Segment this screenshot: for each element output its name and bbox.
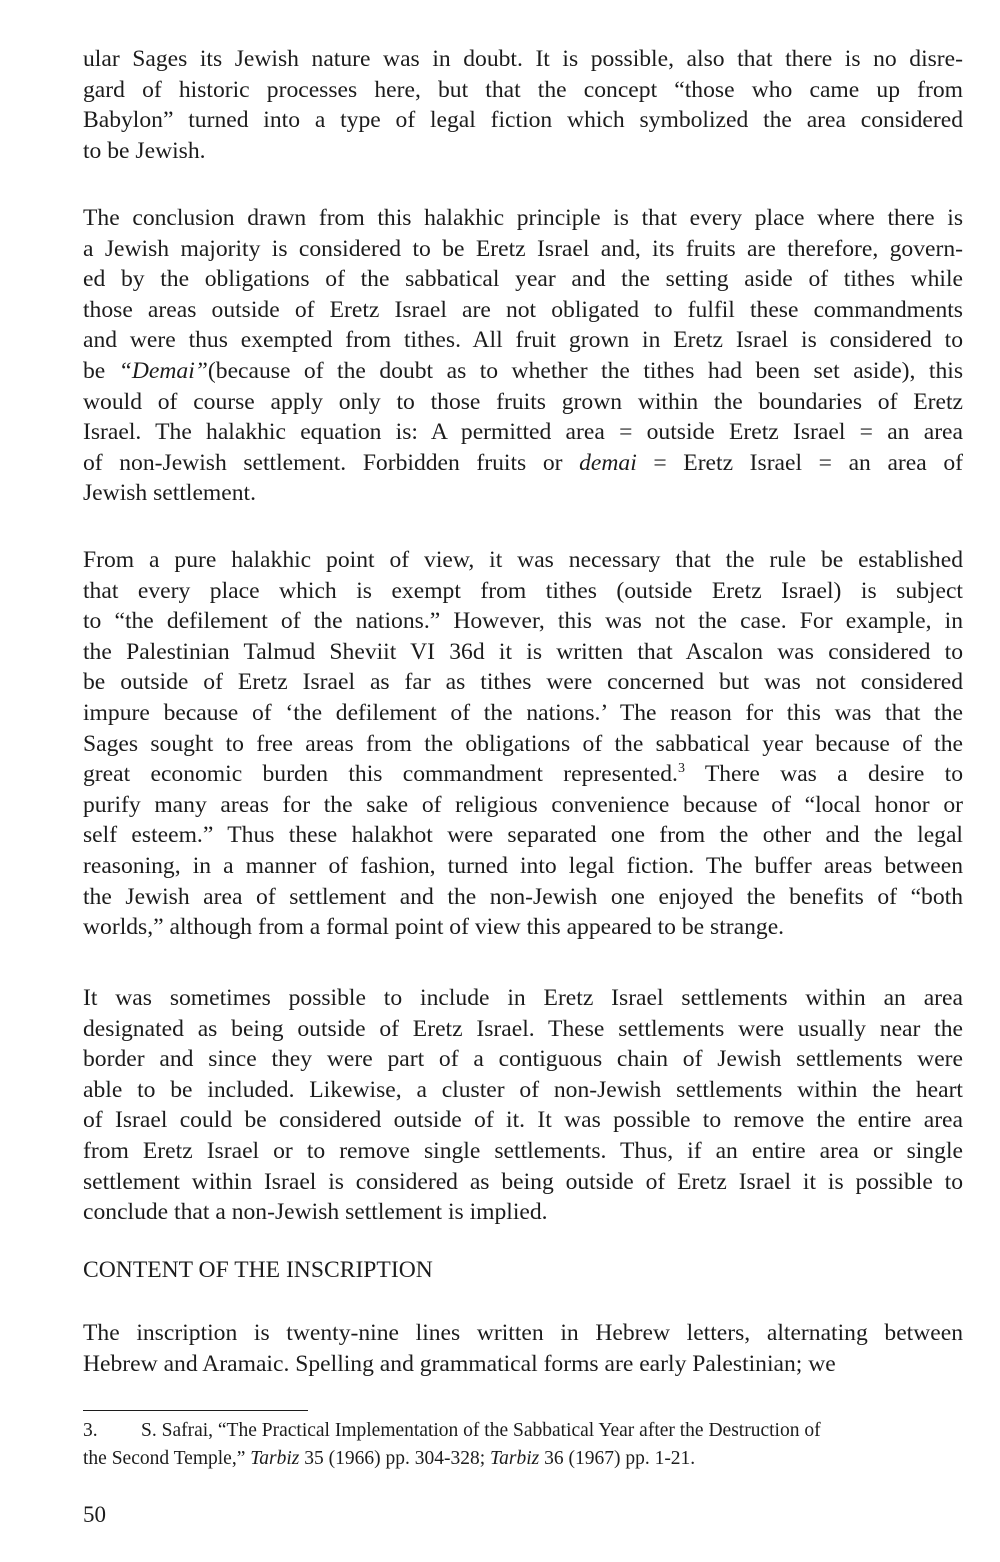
- text-line: impure because of ‘the defilement of the nations.’ The reason for this was that the: [83, 699, 963, 726]
- footnote-separator: [83, 1410, 308, 1411]
- text-line: those areas outside of Eretz Israel are not obligated to fulfil these commandments: [83, 296, 963, 323]
- text-line: the Palestinian Talmud Sheviit VI 36d it is written that Ascalon was considered to: [83, 638, 963, 665]
- section-heading: CONTENT OF THE INSCRIPTION: [83, 1257, 433, 1283]
- text-line: settlement within Israel is considered as being outside of Eretz Israel it is possible to: [83, 1168, 963, 1195]
- page-number: 50: [83, 1502, 106, 1527]
- text-line: The conclusion drawn from this halakhic principle is that every place where there is: [83, 205, 963, 231]
- text-line: to “the defilement of the nations.” However, this was not the case. For example, in: [83, 608, 963, 635]
- paragraph-3: [83, 545, 963, 943]
- text-line: reasoning, in a manner of fashion, turned into legal fiction. The buffer areas between: [83, 852, 963, 879]
- text-line: purify many areas for the sake of religious convenience because of “local honor or: [83, 791, 963, 818]
- text-line: Israel. The halakhic equation is: A permitted area = outside Eretz Israel = an area: [83, 419, 963, 446]
- text-line: would of course apply only to those fruits grown within the boundaries of Eretz: [83, 388, 963, 415]
- text-line: great economic burden this commandment represented.$^3$ There was a desire to: [83, 761, 963, 788]
- text-line: Hebrew and Aramaic. Spelling and grammatical forms are early Palestinian; we: [83, 1350, 836, 1377]
- text-line: from Eretz Israel or to remove single settlements. Thus, if an entire area or single: [83, 1137, 963, 1164]
- text-line: gard of historic processes here, but that the concept “those who came up from: [83, 76, 963, 103]
- text-line: a Jewish majority is considered to be Eretz Israel and, its fruits are therefore, govern-: [83, 235, 963, 262]
- paragraph-2: [83, 203, 963, 509]
- text-line: be “Demai”(because of the doubt as to whether the tithes had been set aside), this: [83, 357, 963, 384]
- text-line: of non-Jewish settlement. Forbidden fruits or demai = Eretz Israel = an area of: [83, 449, 963, 476]
- text-line: of Israel could be considered outside of it. It was possible to remove the entire area: [83, 1107, 963, 1134]
- text-line: able to be included. Likewise, a cluster of non-Jewish settlements within the heart: [83, 1076, 963, 1103]
- text-line: From a pure halakhic point of view, it was necessary that the rule be established: [83, 547, 963, 573]
- text-line: ular Sages its Jewish nature was in doubt. It is possible, also that there is no disre-: [83, 46, 963, 72]
- paragraph-5: [83, 1318, 963, 1379]
- text-line: designated as being outside of Eretz Israel. These settlements were usually near the: [83, 1015, 963, 1042]
- text-line: Babylon” turned into a type of legal fiction which symbolized the area considered: [83, 107, 963, 134]
- text-line: Jewish settlement.: [83, 480, 256, 507]
- text-line: ed by the obligations of the sabbatical year and the setting aside of tithes while: [83, 266, 963, 293]
- text-line: It was sometimes possible to include in Eretz Israel settlements within an area: [83, 985, 963, 1011]
- text-line: be outside of Eretz Israel as far as tithes were concerned but was not considered: [83, 669, 963, 696]
- text-line: border and since they were part of a contiguous chain of Jewish settlements were: [83, 1046, 963, 1073]
- text-line: The inscription is twenty-nine lines written in Hebrew letters, alternating between: [83, 1320, 963, 1346]
- footnote-line: the Second Temple,” Tarbiz 35 (1966) pp. 304-328; Tarbiz 36 (1967) pp. 1-21.: [83, 1448, 696, 1469]
- text-line: the Jewish area of settlement and the non-Jewish one enjoyed the benefits of “both: [83, 883, 963, 910]
- footnote-3: [83, 1417, 963, 1473]
- text-line: self esteem.” Thus these halakhot were separated one from the other and the legal: [83, 822, 963, 849]
- paragraph-1: [83, 44, 963, 166]
- footnote-line: 3. S. Safrai, “The Practical Implementation of the Sabbatical Year after the Destruction of: [83, 1417, 963, 1445]
- text-line: conclude that a non-Jewish settlement is implied.: [83, 1199, 548, 1226]
- footnote-number: 3.: [83, 1420, 98, 1441]
- text-line: worlds,” although from a formal point of view this appeared to be strange.: [83, 914, 785, 941]
- text-line: to be Jewish.: [83, 137, 206, 164]
- paragraph-4: [83, 983, 963, 1228]
- text-line: and were thus exempted from tithes. All fruit grown in Eretz Israel is considered to: [83, 327, 963, 354]
- text-line: Sages sought to free areas from the obligations of the sabbatical year because of the: [83, 730, 963, 757]
- text-line: that every place which is exempt from tithes (outside Eretz Israel) is subject: [83, 577, 963, 604]
